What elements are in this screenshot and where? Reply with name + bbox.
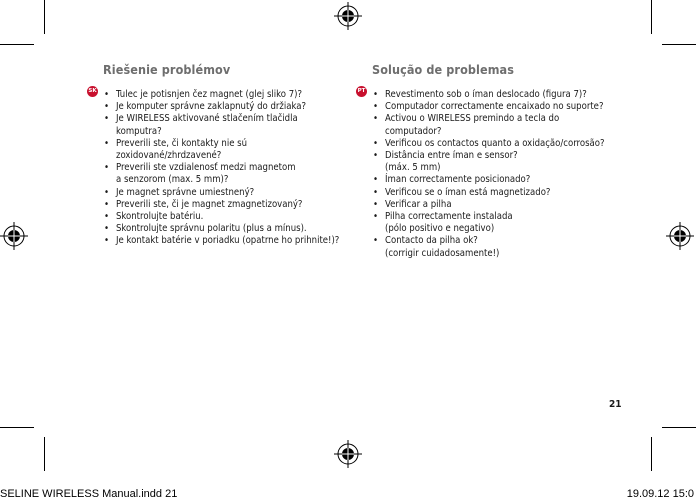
list-item: • Íman correctamente posicionado? [372,174,605,186]
registration-mark-icon [0,222,28,250]
list-item: • Pilha correctamente instalada [372,211,605,223]
crop-mark [662,427,696,428]
list-item-continuation: komputra? [116,125,162,137]
crop-mark [662,44,696,45]
list-item: • Preverili ste, či je magnet zmagnetizovaný? [103,199,339,211]
list-item-continuation: zoxidované/zhrdzavené? [116,150,222,162]
section-title-pt: Solução de problemas [372,62,515,77]
registration-mark-icon [334,2,362,30]
registration-mark-icon [666,222,694,250]
list-item-continuation: a senzorom (max. 5 mm)? [116,174,229,186]
list-item-continuation: (máx. 5 mm) [385,162,441,174]
slug-timestamp: 19.09.12 15:0 [626,488,694,500]
list-item: • Verificou se o íman está magnetizado? [372,187,605,199]
registration-mark-icon [334,440,362,468]
list-item: • Computador correctamente encaixado no suporte? [372,101,605,113]
crop-mark [44,0,45,34]
page-number: 21 [609,399,622,410]
list-item: • Contacto da pilha ok? [372,235,605,247]
language-badge-sk: SK [87,86,98,97]
list-item-continuation: computador? [385,125,442,137]
list-item: • Revestimento sob o íman deslocado (figura 7)? [372,89,605,101]
list-item: • Preverili ste vzdialenosť medzi magnetom [103,162,339,174]
list-item: • Verificou os contactos quanto a oxidação/corrosão? [372,138,605,150]
list-item: • Je kontakt batérie v poriadku (opatrne ho prihnite!)? [103,235,339,247]
crop-mark [44,437,45,471]
troubleshooting-list-sk [103,89,339,248]
crop-mark [651,437,652,471]
list-item-continuation: (corrigir cuidadosamente!) [385,247,500,259]
crop-mark [0,427,34,428]
list-item: • Preverili ste, či kontakty nie sú [103,138,339,150]
list-item: • Verificar a pilha [372,199,605,211]
list-item: • Tulec je potisnjen čez magnet (glej sliko 7)? [103,89,339,101]
section-sk [103,62,339,248]
section-title-sk: Riešenie problémov [103,62,231,77]
troubleshooting-list-pt [372,89,605,260]
list-item: • Je WIRELESS aktivované stlačením tlačidla [103,113,339,125]
list-item: • Skontrolujte batériu. [103,211,339,223]
slug-filename: SELINE WIRELESS Manual.indd 21 [0,488,178,500]
list-item-continuation: (pólo positivo e negativo) [385,223,495,235]
crop-mark [651,0,652,34]
language-badge-pt: PT [356,86,367,97]
list-item: • Activou o WIRELESS premindo a tecla do [372,113,605,125]
section-pt [372,62,605,260]
list-item: • Skontrolujte správnu polaritu (plus a mínus). [103,223,339,235]
list-item: • Distância entre íman e sensor? [372,150,605,162]
crop-mark [0,44,34,45]
list-item: • Je komputer správne zaklapnutý do držiaka? [103,101,339,113]
list-item: • Je magnet správne umiestnený? [103,187,339,199]
